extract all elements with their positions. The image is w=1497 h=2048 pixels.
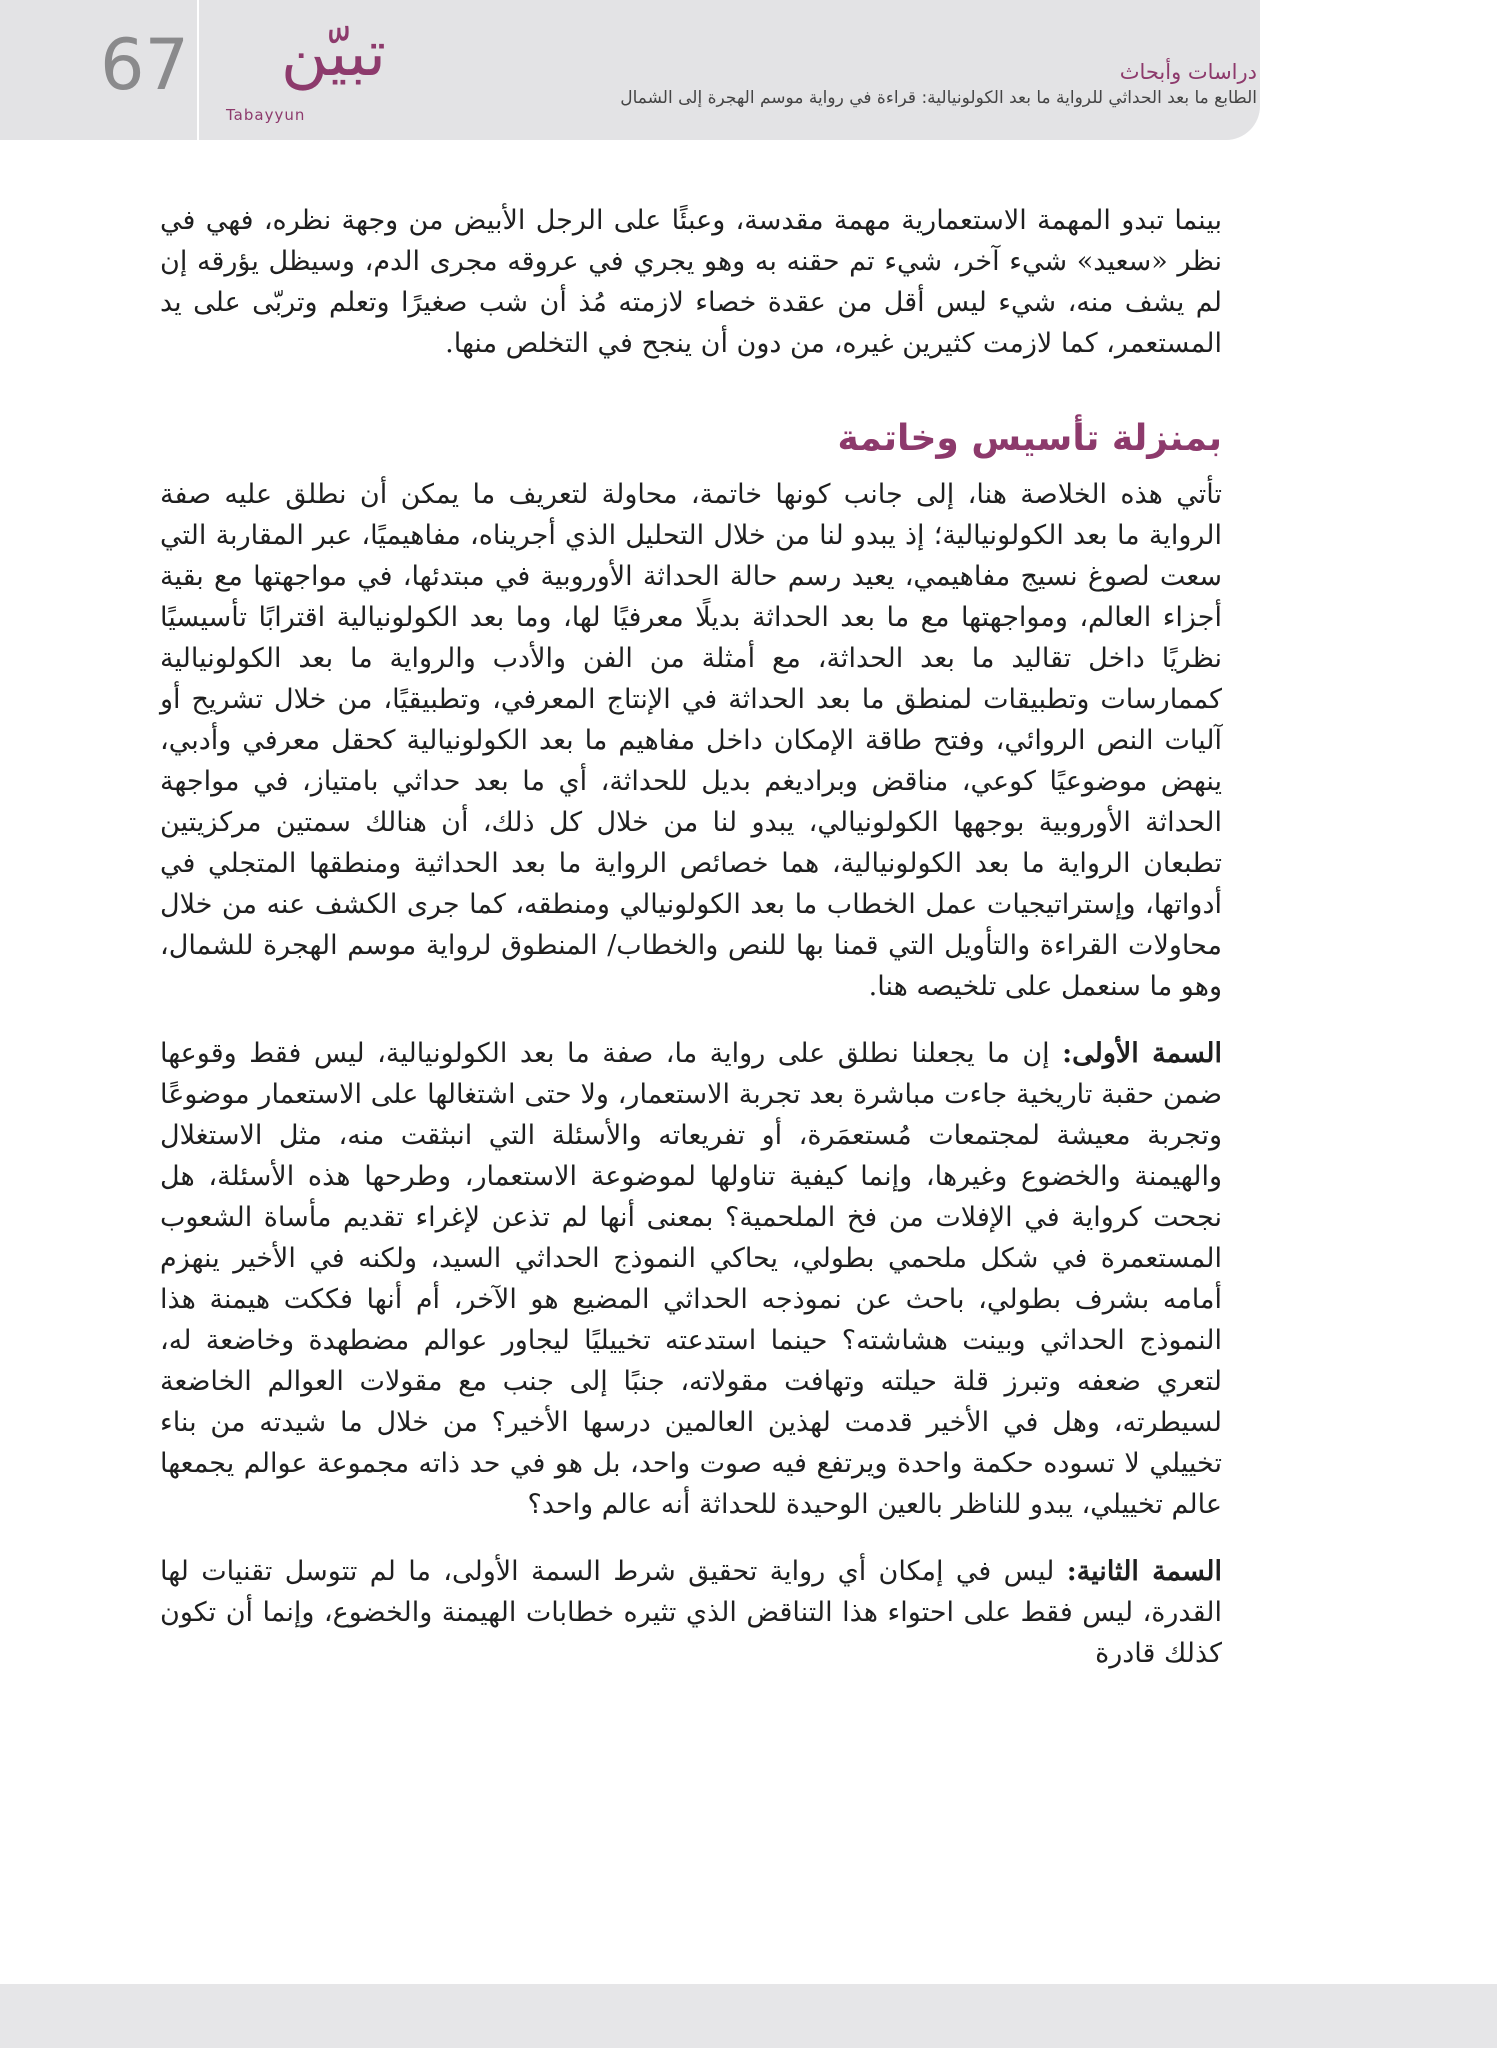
paragraph-4 <box>160 1551 1222 1674</box>
paragraph-1: بينما تبدو المهمة الاستعمارية مهمة مقدسة، وعبئًا على الرجل الأبيض من وجهة نظره، فهي في نظر «سعيد» شيء آخر، شيء تم حقنه به وهو يجري في عروقه مجرى الدم، وسيظل يؤرقه إن لم يشف منه، شيء ليس أقل من عقدة خصاء لازمته مُذ أن شب صغيرًا وتعلم وتربّى على يد المستعمر، كما لازمت كثيرين غيره، من دون أن ينجح في التخلص منها. <box>160 205 1222 359</box>
section-label: دراسات وأبحاث <box>1119 60 1257 84</box>
section-heading: بمنزلة تأسيس وخاتمة <box>837 418 1222 459</box>
first-feature-term: السمة الأولى: <box>1062 1038 1222 1069</box>
logo-latin-text: Tabayyun <box>226 106 306 124</box>
tabayyun-logo <box>212 18 392 128</box>
article-body <box>160 200 1222 1700</box>
second-feature-term: السمة الثانية: <box>1066 1556 1222 1587</box>
header-divider <box>197 0 199 140</box>
paragraph-3 <box>160 1033 1222 1525</box>
paragraph-4-text: ليس في إمكان أي رواية تحقيق شرط السمة الأولى، ما لم تتوسل تقنيات لها القدرة، ليس فقط على احتواء هذا التناقض الذي تثيره خطابات الهيمنة والخضوع، وإنما أن تكون كذلك قادرة <box>160 1556 1222 1669</box>
paragraph-3-text: إن ما يجعلنا نطلق على رواية ما، صفة ما بعد الكولونيالية، ليس فقط وقوعها ضمن حقبة تاريخية جاءت مباشرة بعد تجربة الاستعمار، ولا حتى اشتغالها على الاستعمار موضوعًا وتجربة معيشة لمجتمعات مُستعمَرة، أو تفريعاته والأسئلة التي انبثقت منه، مثل الاستغلال والهيمنة والخضوع وغيرها، وإنما كيفية تناولها لموضوعة الاستعمار، وطرحها هذه الأسئلة، هل نجحت كرواية في الإفلات من فخ الملحمية؟ بمعنى أنها لم تذعن لإغراء تقديم مأساة الشعوب المستعمرة في شكل ملحمي بطولي، يحاكي النموذج الحداثي السيد، ولكنه في الأخير ينهزم أمامه بشرف بطولي، باحث عن نموذجه الحداثي المضيع هو الآخر، أم أنها فككت هيمنة هذا النموذج الحداثي وبينت هشاشته؟ حينما استدعته تخييليًا ليجاور عوالم مضطهدة وخاضعة له، لتعري ضعفه وتبرز قلة حيلته وتهافت مقولاته، جنبًا إلى جنب مع مقولات العوالم الخاضعة لسيطرته، وهل في الأخير قدمت لهذين العالمين درسها الأخير؟ من خلال ما شيدته من بناء تخييلي لا تسوده حكمة واحدة ويرتفع فيه صوت واحد، بل هو في حد ذاته مجموعة عوالم يجمعها عالم تخييلي، يبدو للناظر بالعين الوحيدة للحداثة أنه عالم واحد؟ <box>160 1038 1222 1520</box>
footer-band <box>0 1984 1497 2048</box>
page-number: 67 <box>100 24 190 106</box>
running-title: الطابع ما بعد الحداثي للرواية ما بعد الكولونيالية: قراءة في رواية موسم الهجرة إلى الشمال <box>620 88 1257 108</box>
logo-arabic-script: تبيّن <box>280 17 386 91</box>
paragraph-2: تأتي هذه الخلاصة هنا، إلى جانب كونها خاتمة، محاولة لتعريف ما يمكن أن نطلق عليه صفة الرواية ما بعد الكولونيالية؛ إذ يبدو لنا من خلال التحليل الذي أجريناه، مفاهيميًا، عبر المقاربة التي سعت لصوغ نسيج مفاهيمي، يعيد رسم حالة الحداثة الأوروبية في مبتدئها، في مواجهتها مع بقية أجزاء العالم، ومواجهتها مع ما بعد الحداثة بديلًا معرفيًا لها، وما بعد الكولونيالية اقترابًا تأسيسيًا نظريًا داخل تقاليد ما بعد الحداثة، مع أمثلة من الفن والأدب والرواية ما بعد الكولونيالية كممارسات وتطبيقات لمنطق ما بعد الحداثة في الإنتاج المعرفي، وتطبيقيًا، من خلال تشريح أو آليات النص الروائي، وفتح طاقة الإمكان داخل مفاهيم ما بعد الكولونيالية كحقل معرفي وأدبي، ينهض موضوعيًا كوعي، مناقض وبراديغم بديل للحداثة، أي ما بعد حداثي بامتياز، في مواجهة الحداثة الأوروبية بوجهها الكولونيالي، يبدو لنا من خلال كل ذلك، أن هنالك سمتين مركزيتين تطبعان الرواية ما بعد الكولونيالية، هما خصائص الرواية ما بعد الحداثية ومنطقها المتجلي في أدواتها، وإستراتيجيات عمل الخطاب ما بعد الكولونيالي ومنطقه، كما جرى الكشف عنه من خلال محاولات القراءة والتأويل التي قمنا بها للنص والخطاب/ المنطوق لرواية موسم الهجرة للشمال، وهو ما سنعمل على تلخيصه هنا. <box>160 479 1222 1002</box>
